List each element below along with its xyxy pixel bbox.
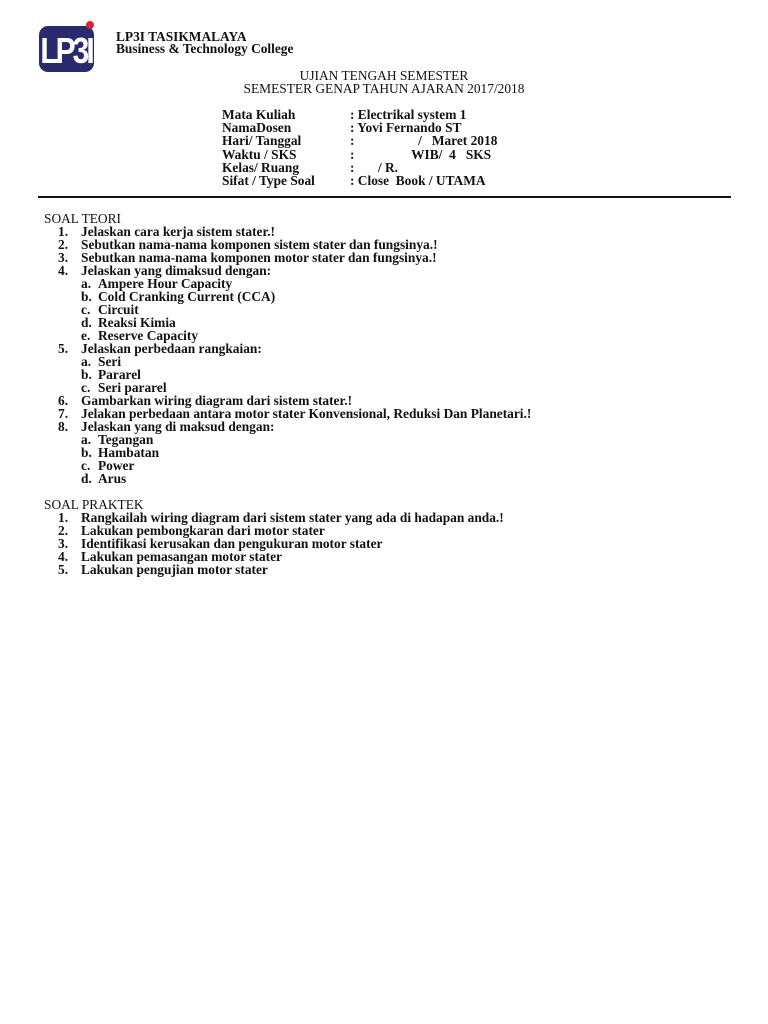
- question-text: Rangkailah wiring diagram dari sistem stater yang ada di hadapan anda.!: [81, 510, 504, 525]
- institution-name: LP3I TASIKMALAYA: [116, 29, 247, 44]
- question-text: Jelaskan yang dimaksud dengan:: [81, 263, 272, 278]
- exam-title: UJIAN TENGAH SEMESTER: [299, 68, 469, 83]
- sub-text: Hambatan: [98, 445, 160, 460]
- section-heading: SOAL PRAKTEK: [44, 497, 144, 512]
- question-number: 2.: [58, 237, 69, 252]
- question-text: Jelaskan cara kerja sistem stater.!: [81, 224, 275, 239]
- divider: [38, 196, 731, 198]
- sub-text: Seri pararel: [98, 380, 167, 395]
- sub-text: Circuit: [98, 302, 139, 317]
- question-number: 3.: [58, 536, 69, 551]
- institution-subtitle: Business & Technology College: [116, 41, 294, 56]
- sub-text: Pararel: [98, 367, 141, 382]
- question-number: 7.: [58, 406, 69, 421]
- sub-letter: c.: [81, 458, 91, 473]
- question-number: 4.: [58, 263, 69, 278]
- question-text: Sebutkan nama-nama komponen motor stater dan fungsinya.!: [81, 250, 437, 265]
- info-value: : Close Book / UTAMA: [350, 173, 486, 188]
- sub-text: Ampere Hour Capacity: [98, 276, 233, 291]
- question-number: 5.: [58, 341, 69, 356]
- question-number: 1.: [58, 224, 69, 239]
- info-value: : / R.: [350, 159, 398, 175]
- question-number: 2.: [58, 523, 69, 538]
- question-text: Lakukan pembongkaran dari motor stater: [81, 523, 325, 538]
- lp3i-logo: [38, 21, 96, 73]
- sub-letter: b.: [81, 367, 92, 382]
- sub-letter: d.: [81, 471, 92, 486]
- question-number: 1.: [58, 510, 69, 525]
- question-text: Gambarkan wiring diagram dari sistem stater.!: [81, 393, 353, 408]
- sub-letter: b.: [81, 289, 92, 304]
- info-label: Mata Kuliah: [222, 107, 296, 122]
- svg-text:LP3I: LP3I: [40, 31, 92, 72]
- info-value: : / Maret 2018: [350, 133, 498, 149]
- sub-text: Power: [98, 458, 135, 473]
- section-heading: SOAL TEORI: [44, 211, 121, 226]
- question-number: 3.: [58, 250, 69, 265]
- question-number: 4.: [58, 549, 69, 564]
- sub-text: Tegangan: [98, 432, 154, 447]
- sub-letter: b.: [81, 445, 92, 460]
- question-number: 8.: [58, 419, 69, 434]
- question-text: Identifikasi kerusakan dan pengukuran motor stater: [81, 536, 383, 551]
- question-text: Jelakan perbedaan antara motor stater Konvensional, Reduksi Dan Planetari.!: [81, 406, 532, 421]
- sub-text: Reaksi Kimia: [98, 315, 176, 330]
- sub-text: Seri: [98, 354, 122, 369]
- sub-text: Cold Cranking Current (CCA): [98, 289, 276, 304]
- info-label: Waktu / SKS: [222, 146, 297, 162]
- info-value: : Electrikal system 1: [350, 107, 467, 122]
- sub-letter: e.: [81, 328, 91, 343]
- sub-letter: c.: [81, 302, 91, 317]
- sub-letter: a.: [81, 354, 92, 369]
- question-text: Lakukan pengujian motor stater: [81, 562, 268, 577]
- sub-letter: c.: [81, 380, 91, 395]
- sub-letter: a.: [81, 432, 92, 447]
- sub-text: Reserve Capacity: [98, 328, 199, 343]
- info-label: Sifat / Type Soal: [222, 173, 315, 188]
- info-label: Kelas/ Ruang: [222, 159, 300, 175]
- question-number: 6.: [58, 393, 69, 408]
- question-text: Lakukan pemasangan motor stater: [81, 549, 283, 564]
- info-value: : WIB/ 4 SKS: [350, 146, 492, 162]
- info-label: NamaDosen: [222, 120, 292, 136]
- info-value: : Yovi Fernando ST: [350, 120, 462, 136]
- question-number: 5.: [58, 562, 69, 577]
- info-label: Hari/ Tanggal: [222, 133, 302, 149]
- sub-letter: a.: [81, 276, 92, 291]
- question-text: Jelaskan yang di maksud dengan:: [81, 419, 275, 434]
- exam-semester: SEMESTER GENAP TAHUN AJARAN 2017/2018: [243, 81, 525, 96]
- question-text: Jelaskan perbedaan rangkaian:: [81, 341, 262, 356]
- question-text: Sebutkan nama-nama komponen sistem stater dan fungsinya.!: [81, 237, 438, 252]
- sub-text: Arus: [98, 471, 127, 486]
- sub-letter: d.: [81, 315, 92, 330]
